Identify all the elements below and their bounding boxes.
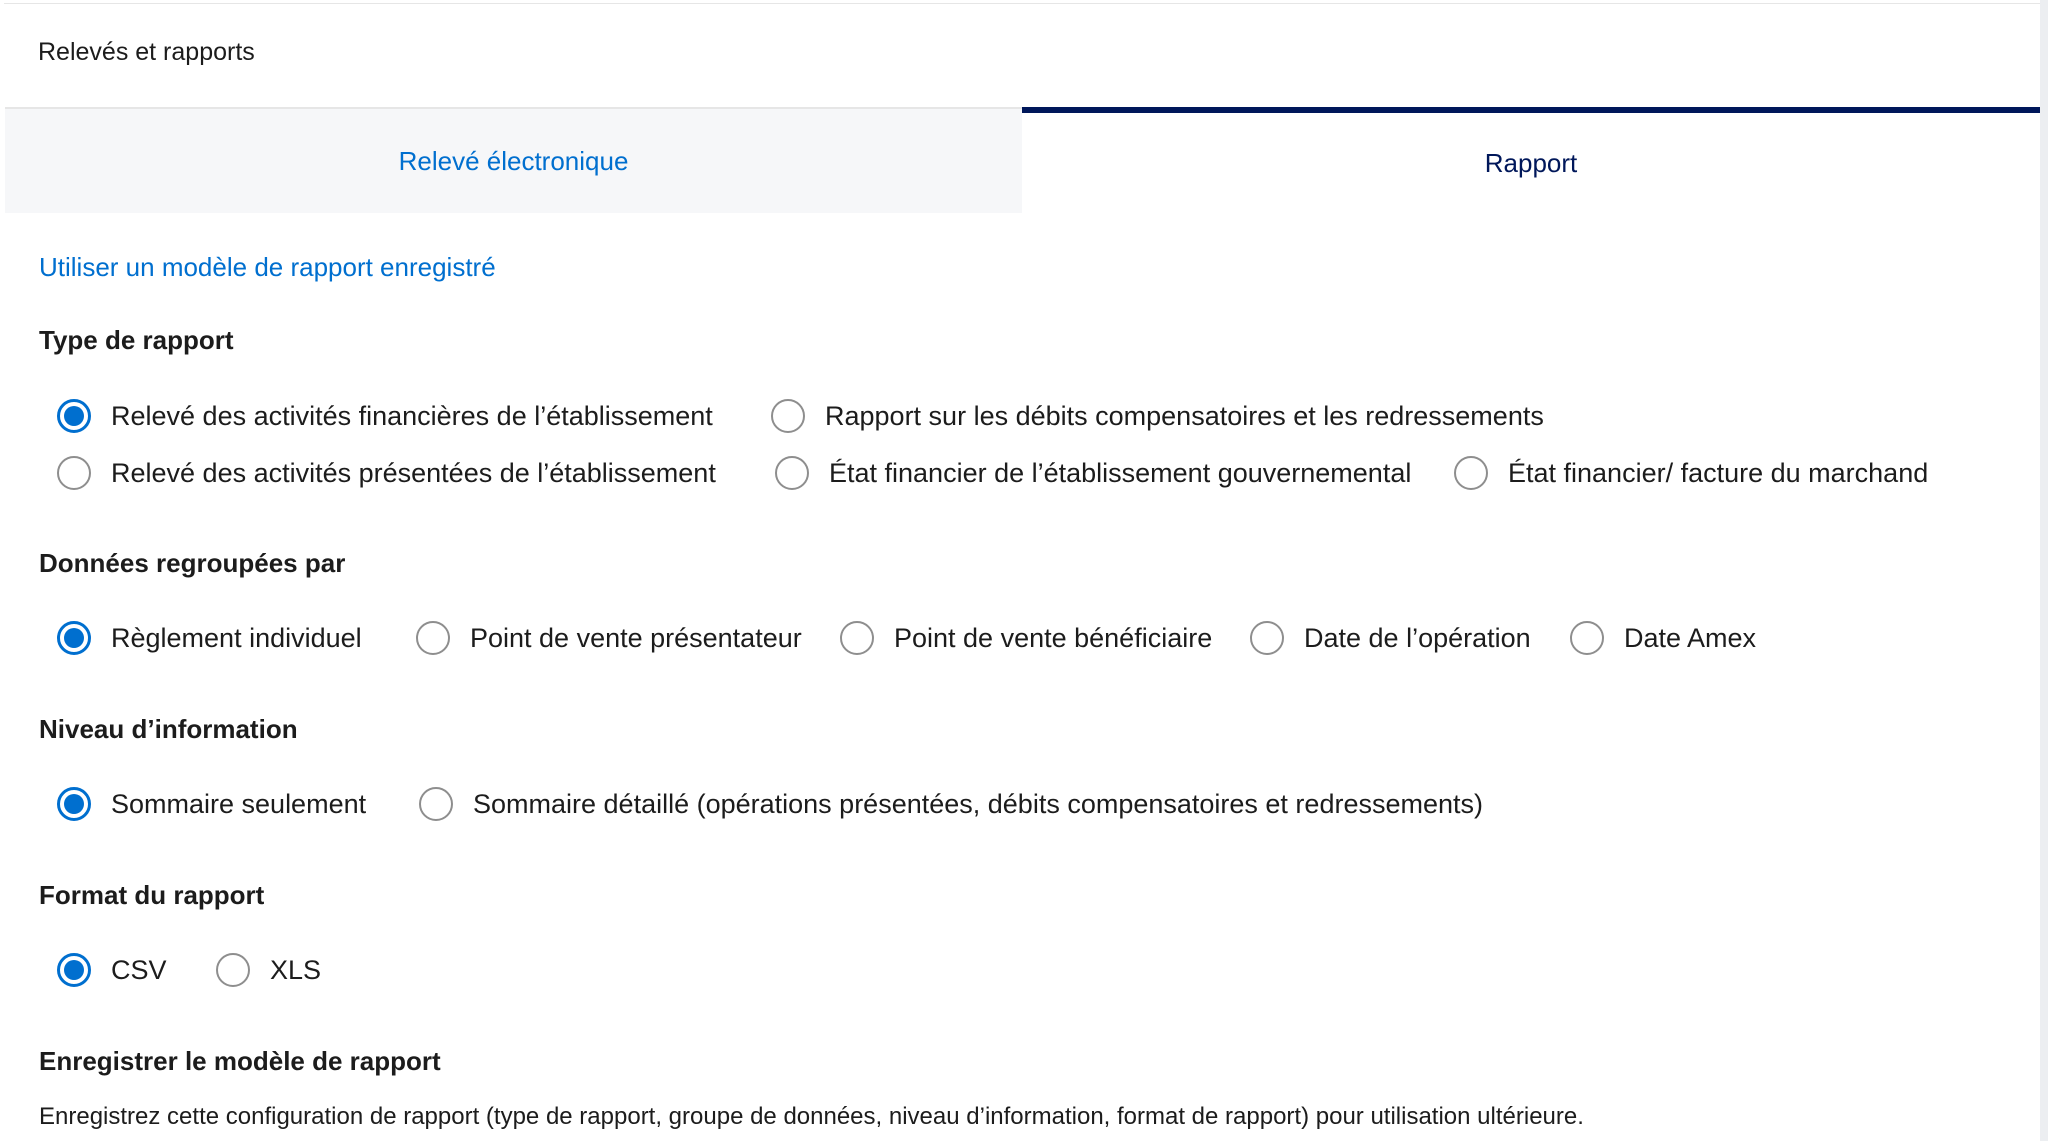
radio-unselected-icon	[1250, 621, 1284, 655]
format-heading: Format du rapport	[39, 880, 265, 910]
tab-bar	[5, 107, 2040, 213]
radio-label: Sommaire seulement	[111, 788, 367, 819]
scrollbar-track[interactable]	[2040, 0, 2048, 1141]
radio-report-type-government[interactable]	[775, 456, 1411, 490]
radio-label: Rapport sur les débits compensatoires et les redressements	[825, 400, 1544, 431]
radio-label: Date de l’opération	[1304, 622, 1531, 653]
radio-label: Sommaire détaillé (opérations présentées, débits compensatoires et redressements)	[473, 788, 1483, 819]
radio-unselected-icon	[419, 787, 453, 821]
radio-label: CSV	[111, 954, 167, 985]
radio-label: Relevé des activités présentées de l’établissement	[111, 457, 716, 488]
radio-label: Relevé des activités financières de l’établissement	[111, 400, 713, 431]
grouping-heading: Données regroupées par	[39, 548, 346, 578]
radio-report-type-financial-activity[interactable]	[57, 399, 713, 433]
use-saved-template-link[interactable]: Utiliser un modèle de rapport enregistré	[39, 252, 496, 282]
save-template-heading: Enregistrer le modèle de rapport	[39, 1046, 441, 1076]
radio-label: XLS	[270, 954, 322, 985]
radio-group-individual-settlement[interactable]	[57, 621, 362, 655]
radio-selected-icon	[57, 787, 91, 821]
radio-group-beneficiary-pos[interactable]	[840, 621, 1212, 655]
radio-label: Point de vente présentateur	[470, 622, 802, 653]
radio-unselected-icon	[57, 456, 91, 490]
tab-rapport[interactable]: Rapport	[1022, 107, 2040, 213]
save-template-description: Enregistrez cette configuration de rapport (type de rapport, groupe de données, niveau d’information, format de rapport) pour utilisation ultérieure.	[39, 1103, 1584, 1130]
radio-selected-icon	[57, 621, 91, 655]
detail-level-heading: Niveau d’information	[39, 714, 298, 744]
radio-selected-icon	[57, 953, 91, 987]
radio-label: Point de vente bénéficiaire	[894, 622, 1213, 653]
report-type-heading: Type de rapport	[39, 325, 234, 355]
radio-label: État financier de l’établissement gouvernemental	[829, 457, 1412, 488]
radio-unselected-icon	[1454, 456, 1488, 490]
radio-unselected-icon	[416, 621, 450, 655]
radio-format-csv[interactable]	[57, 953, 167, 987]
radio-selected-icon	[57, 399, 91, 433]
radio-group-presenting-pos[interactable]	[416, 621, 802, 655]
radio-unselected-icon	[840, 621, 874, 655]
radio-report-type-presented-activity[interactable]	[57, 456, 716, 490]
radio-unselected-icon	[216, 953, 250, 987]
radio-label: Règlement individuel	[111, 622, 362, 653]
radio-report-type-merchant-invoice[interactable]	[1454, 456, 1928, 490]
radio-label: Date Amex	[1624, 622, 1757, 653]
radio-unselected-icon	[775, 456, 809, 490]
radio-group-amex-date[interactable]	[1570, 621, 1756, 655]
radio-group-transaction-date[interactable]	[1250, 621, 1531, 655]
radio-unselected-icon	[771, 399, 805, 433]
radio-label: État financier/ facture du marchand	[1508, 457, 1929, 488]
radio-report-type-chargebacks[interactable]	[771, 399, 1544, 433]
radio-format-xls[interactable]	[216, 953, 321, 987]
page-title: Relevés et rapports	[38, 38, 255, 66]
radio-unselected-icon	[1570, 621, 1604, 655]
radio-detail-summary-only[interactable]	[57, 787, 366, 821]
radio-detail-detailed-summary[interactable]	[419, 787, 1483, 821]
tab-releve-electronique[interactable]: Relevé électronique	[5, 107, 1022, 213]
